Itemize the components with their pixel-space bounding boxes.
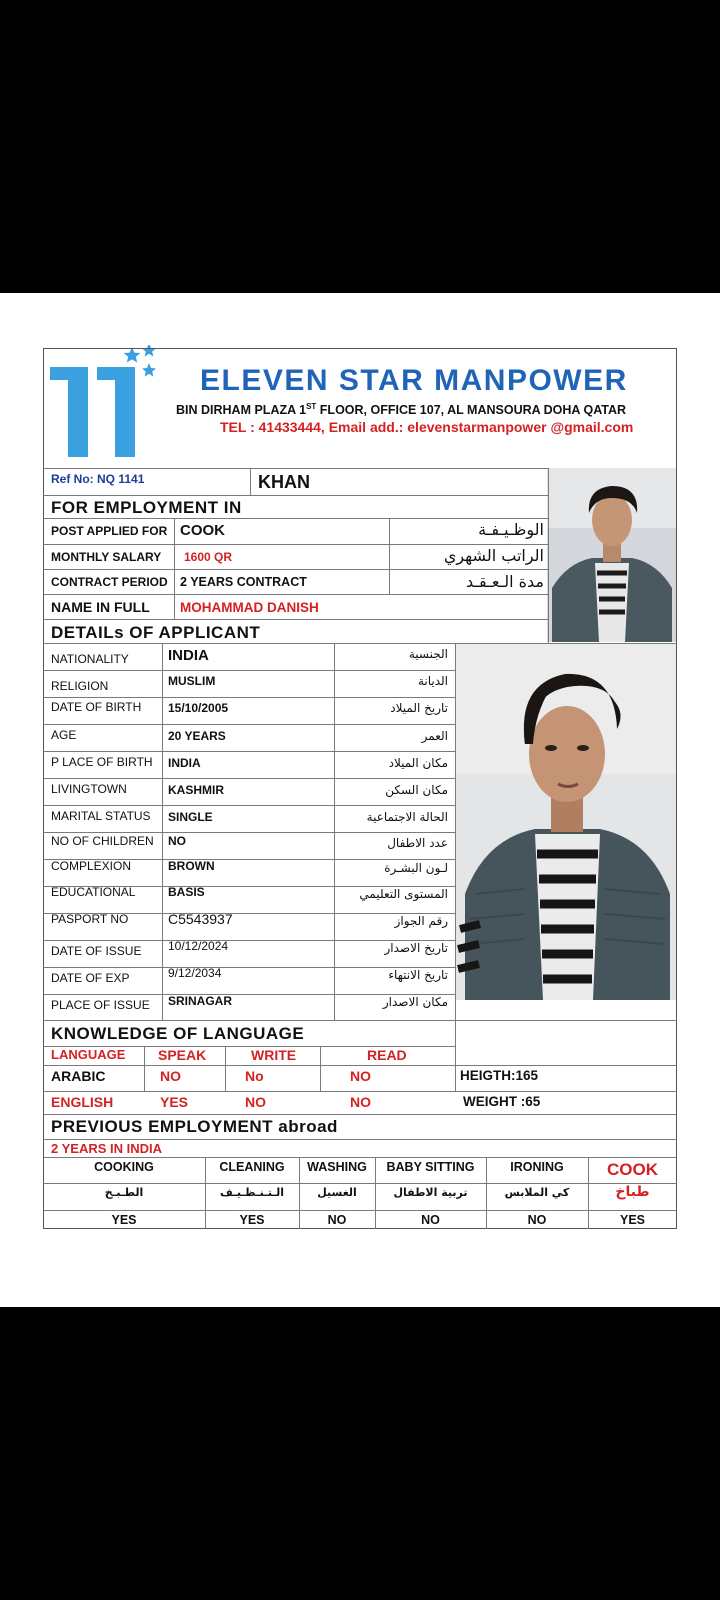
previous-employment-value: 2 YEARS IN INDIA: [51, 1141, 163, 1156]
livingtown-arabic: مكان السكن: [385, 783, 448, 797]
passport-label: PASPORT NO: [51, 912, 129, 926]
dob-label: DATE OF BIRTH: [51, 700, 142, 714]
marital-value: SINGLE: [168, 810, 213, 824]
arabic-read: NO: [350, 1068, 371, 1084]
birthplace-arabic: مكان الميلاد: [388, 756, 448, 770]
complexion-arabic: لـون البشـرة: [384, 861, 448, 875]
nationality-label: NATIONALITY: [51, 652, 129, 666]
issue-date-label: DATE OF ISSUE: [51, 944, 142, 958]
age-value: 20 YEARS: [168, 729, 226, 743]
marital-label: MARITAL STATUS: [51, 809, 151, 823]
post-applied-label: POST APPLIED FOR: [51, 524, 168, 538]
read-col-header: READ: [367, 1047, 407, 1063]
english-language: ENGLISH: [51, 1094, 114, 1110]
details-heading: DETAILs OF APPLICANT: [51, 623, 261, 642]
address-prefix: BIN DIRHAM PLAZA 1: [176, 403, 307, 418]
age-label: AGE: [51, 728, 77, 742]
issue-date-arabic: تاريخ الاصدار: [384, 941, 448, 955]
ref-label: Ref No:: [51, 472, 94, 486]
language-col-header: LANGUAGE: [51, 1047, 126, 1062]
ref-value: NQ 1141: [97, 472, 145, 486]
skill-cleaning-value: YES: [239, 1213, 265, 1227]
height-value: HEIGTH:165: [460, 1068, 539, 1083]
education-label: EDUCATIONAL: [51, 885, 136, 899]
contract-label: CONTRACT PERIOD: [51, 575, 168, 589]
issue-place-label: PLACE OF ISSUE: [51, 998, 150, 1012]
skill-washing-ar: الغسيل: [317, 1186, 357, 1199]
address-suffix: FLOOR, OFFICE 107, AL MANSOURA DOHA QATAR: [316, 403, 627, 418]
expiry-date-arabic: تاريخ الانتهاء: [388, 968, 448, 982]
skill-ironing-en: IRONING: [510, 1160, 564, 1174]
age-arabic: العمر: [421, 729, 448, 743]
previous-employment-heading: PREVIOUS EMPLOYMENT abroad: [51, 1117, 338, 1136]
marital-arabic: الحالة الاجتماعية: [366, 810, 448, 824]
birthplace-label: P LACE OF BIRTH: [51, 755, 153, 769]
skill-cleaning-ar: الـتـنـظـيـف: [220, 1186, 284, 1199]
skill-babysitting-ar: تربية الاطفال: [393, 1186, 468, 1199]
language-heading: KNOWLEDGE OF LANGUAGE: [51, 1024, 305, 1043]
skill-cooking-value: YES: [111, 1213, 137, 1227]
english-write: NO: [245, 1094, 266, 1110]
arabic-write: No: [245, 1068, 264, 1084]
skill-cooking-ar: الطـبـخ: [104, 1186, 144, 1199]
dob-arabic: تاريخ الميلاد: [390, 701, 448, 715]
passport-value: C5543937: [168, 911, 233, 927]
post-applied-arabic: الوظـيـفـة: [478, 520, 544, 539]
religion-arabic: الديانة: [417, 674, 448, 688]
birthplace-value: INDIA: [168, 756, 201, 770]
skill-cooking-en: COOKING: [94, 1160, 154, 1174]
skill-ironing-value: NO: [527, 1213, 547, 1227]
expiry-date-label: DATE OF EXP: [51, 971, 130, 985]
skill-ironing-ar: كي الملابس: [504, 1186, 570, 1199]
skill-cook-value: YES: [619, 1213, 645, 1227]
contract-value: 2 YEARS CONTRACT: [180, 575, 307, 589]
post-applied-value: COOK: [180, 522, 225, 539]
weight-value: WEIGHT :65: [463, 1094, 541, 1109]
skill-babysitting-en: BABY SITTING: [386, 1160, 475, 1174]
write-col-header: WRITE: [251, 1047, 297, 1063]
issue-place-value: SRINAGAR: [168, 994, 233, 1008]
company-contact: TEL : 41433444, Email add.: elevenstarmanpower @gmail.com: [220, 419, 634, 435]
skill-cook-ar: طباخ: [615, 1184, 650, 1200]
issue-date-value: 10/12/2024: [168, 939, 229, 953]
issue-place-arabic: مكان الاصدار: [382, 995, 448, 1009]
speak-col-header: SPEAK: [158, 1047, 207, 1063]
education-value: BASIS: [168, 885, 205, 899]
employment-heading: FOR EMPLOYMENT IN: [51, 498, 242, 517]
livingtown-value: KASHMIR: [168, 783, 224, 797]
arabic-speak: NO: [160, 1068, 181, 1084]
full-name-value: MOHAMMAD DANISH: [180, 600, 319, 615]
ref-number: [51, 472, 144, 486]
nationality-value: INDIA: [168, 647, 209, 664]
children-label: NO OF CHILDREN: [51, 834, 154, 848]
address-sup: ST: [306, 402, 317, 411]
company-name: ELEVEN STAR MANPOWER: [200, 364, 628, 397]
livingtown-label: LIVINGTOWN: [51, 782, 127, 796]
nationality-arabic: الجنسية: [408, 647, 448, 661]
full-name-label: NAME IN FULL: [51, 599, 150, 615]
skill-cook-en: COOK: [607, 1160, 658, 1179]
skill-washing-en: WASHING: [307, 1160, 367, 1174]
salary-value: 1600 QR: [184, 550, 233, 564]
english-read: NO: [350, 1094, 371, 1110]
english-speak: YES: [160, 1094, 189, 1110]
salary-label: MONTHLY SALARY: [51, 550, 162, 564]
contract-arabic: مدة الـعـقـد: [465, 572, 544, 591]
religion-label: RELIGION: [51, 679, 109, 693]
surname: KHAN: [258, 472, 310, 492]
children-arabic: عدد الاطفال: [387, 836, 448, 850]
religion-value: MUSLIM: [168, 674, 216, 688]
skill-washing-value: NO: [327, 1213, 347, 1227]
children-value: NO: [168, 834, 186, 848]
skill-babysitting-value: NO: [421, 1213, 440, 1227]
education-arabic: المستوى التعليمي: [359, 887, 448, 901]
arabic-language: ARABIC: [51, 1068, 106, 1084]
expiry-date-value: 9/12/2034: [168, 966, 222, 980]
dob-value: 15/10/2005: [168, 701, 229, 715]
skill-cleaning-en: CLEANING: [219, 1160, 285, 1174]
complexion-label: COMPLEXION: [51, 859, 132, 873]
passport-arabic: رقم الجواز: [394, 914, 448, 928]
salary-arabic: الراتب الشهري: [443, 546, 544, 565]
complexion-value: BROWN: [168, 859, 215, 873]
